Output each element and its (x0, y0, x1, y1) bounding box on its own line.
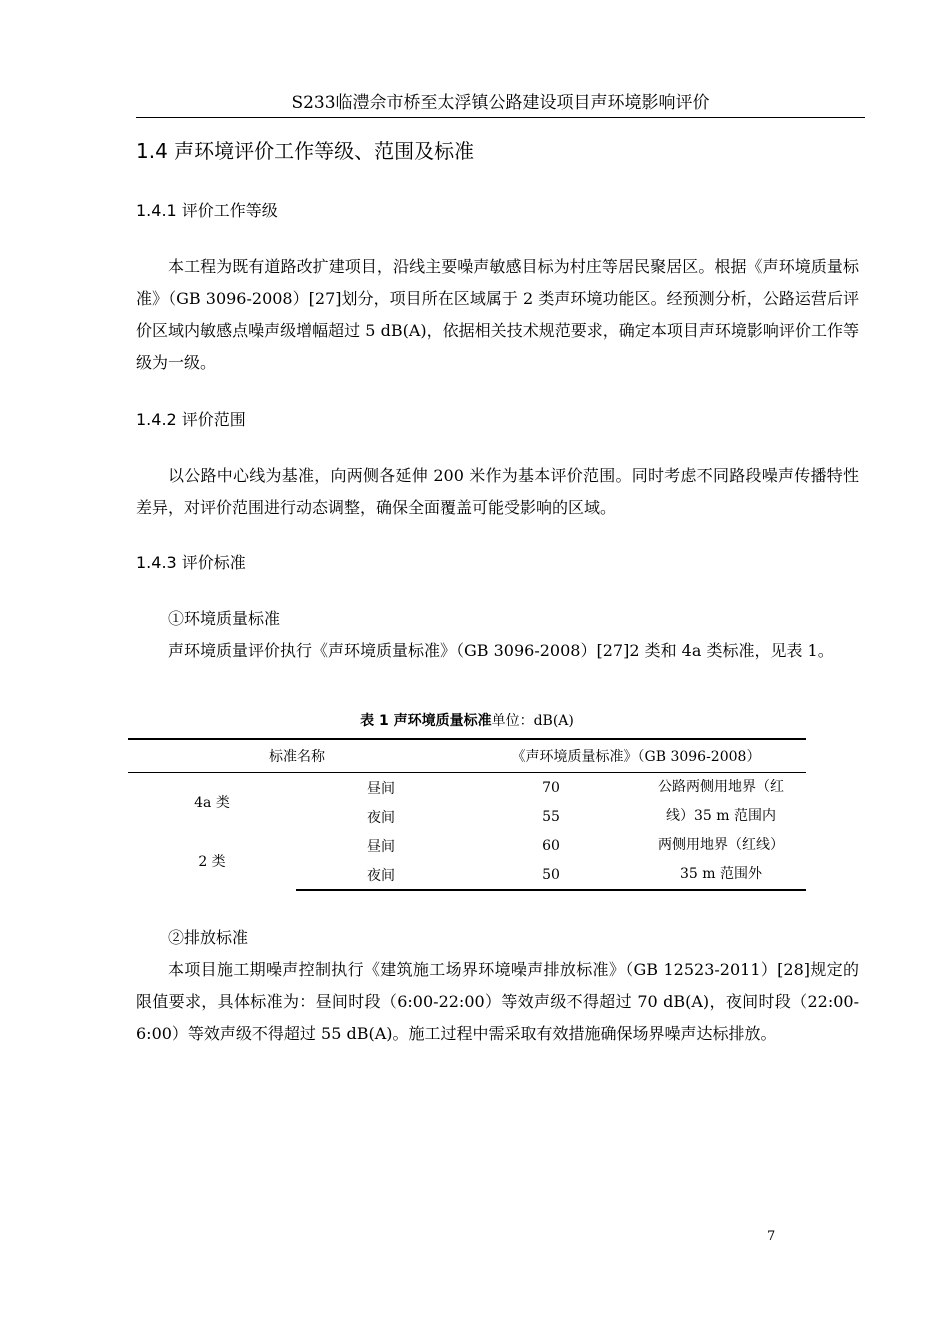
header-rule (136, 117, 865, 118)
table-cell-period: 夜间 (367, 809, 395, 826)
table-header-name: 标准名称 (128, 739, 466, 773)
page-number (0, 1229, 775, 1244)
paragraph-evaluation-scope: 以公路中心线为基准，向两侧各延伸 200 米作为基本评价范围。同时考虑不同路段噪声传播特性差异，对评价范围进行动态调整，确保全面覆盖可能受影响的区域。 (136, 466, 859, 517)
paragraph-evaluation-level: 本工程为既有道路改扩建项目，沿线主要噪声敏感目标为村庄等居民聚居区。根据《声环境质量标准》（GB 3096-2008）[27]划分，项目所在区域属于 2 类声环境功能区。经预测分析，公路运营后评价区域内敏感点噪声级增幅超过 5 dB(A)，依据相关技术规范要求，确定本项目声环境影响评价工作等级为一级。 (136, 257, 859, 372)
table-cell-period: 昼间 (367, 838, 395, 855)
table-caption-unit: 单位：dB(A) (491, 713, 574, 729)
running-header: S233临澧佘市桥至太浮镇公路建设项目声环境影响评价 (291, 93, 710, 113)
table-cell-class: 4a 类 (194, 795, 230, 811)
page-number-text: 7 (767, 1229, 776, 1244)
table-row (128, 831, 806, 860)
table-caption (128, 711, 806, 731)
table-cell-value: 55 (542, 808, 560, 825)
paragraph-emission-standard: 本项目施工期噪声控制执行《建筑施工场界环境噪声排放标准》（GB 12523-2011）[28]规定的限值要求，具体标准为：昼间时段（6:00-22:00）等效声级不得超过 70 dB(A)，夜间时段（22:00-6:00）等效声级不得超过 55 dB(A)。施工过程中需采取有效措施确保场界噪声达标排放。 (136, 960, 859, 1043)
subsection-title-1-4-1: 1.4.1 评价工作等级 (136, 201, 278, 220)
item-emission-standard: ②排放标准 (168, 928, 249, 947)
subsection-title-1-4-2: 1.4.2 评价范围 (136, 410, 246, 429)
table-cell-period: 昼间 (367, 780, 395, 797)
table-cell-note: 两侧用地界（红线） (658, 837, 784, 853)
subsection-title-1-4-3: 1.4.3 评价标准 (136, 553, 246, 572)
table-cell-period: 夜间 (296, 860, 466, 890)
paragraph-quality-standard: 声环境质量评价执行《声环境质量标准》（GB 3096-2008）[27]2 类和 4a 类标准，见表 1。 (168, 641, 834, 660)
table-header-standard: 《声环境质量标准》（GB 3096-2008） (466, 739, 806, 773)
table-cell-note: 35 m 范围外 (636, 860, 806, 890)
table-cell-value: 70 (542, 779, 560, 796)
section-title: 1.4 声环境评价工作等级、范围及标准 (136, 139, 475, 163)
item-environment-quality-standard: ①环境质量标准 (168, 609, 281, 628)
table-cell-value: 60 (542, 837, 560, 854)
table-cell-note: 线）35 m 范围内 (666, 808, 776, 824)
table-cell-value: 50 (466, 860, 636, 890)
table-cell-class: 2 类 (198, 853, 226, 870)
table-cell-note: 公路两侧用地界（红 (658, 779, 784, 795)
table-row (128, 773, 806, 803)
table-caption-label: 表 1 声环境质量标准 (360, 713, 492, 729)
noise-standard-table (128, 738, 806, 891)
table-header-row (128, 739, 806, 773)
